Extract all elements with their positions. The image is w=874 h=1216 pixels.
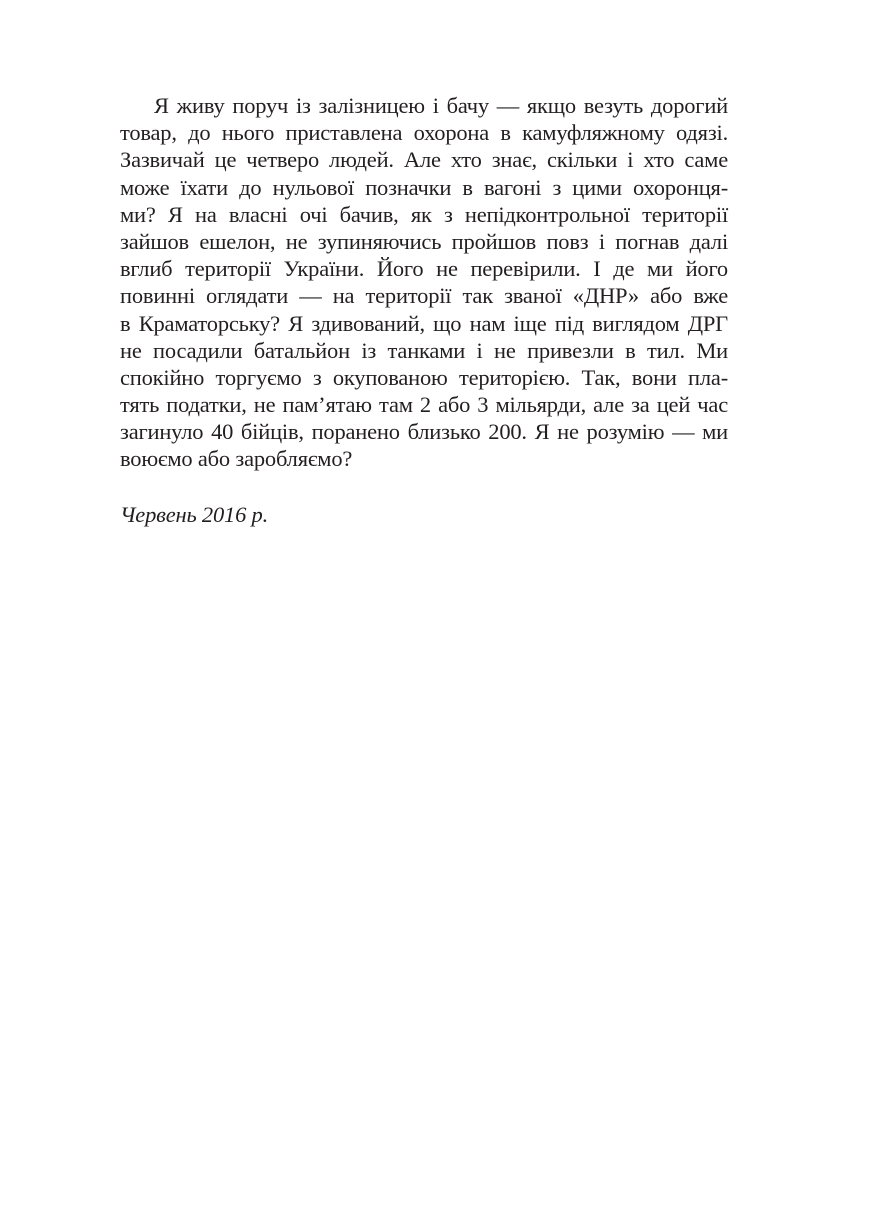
paragraph-line: тять податки, не пам’ятаю там 2 або 3 мільярди, але за цей час — [120, 392, 728, 418]
paragraph-line: повинні оглядати — на території так званої «ДНР» або вже — [120, 283, 728, 309]
paragraph-line: не посадили батальйон із танками і не привезли в тил. Ми — [120, 337, 728, 363]
paragraph-line: зайшов ешелон, не зупиняючись пройшов повз і погнав далі — [120, 228, 728, 254]
date-signature: Червень 2016 р. — [120, 501, 269, 527]
paragraph-line: загинуло 40 бійців, поранено близько 200. Я не розумію — ми — [120, 419, 728, 445]
document-page — [120, 92, 728, 528]
paragraph-line: вглиб території України. Його не перевірили. І де ми його — [120, 256, 728, 282]
paragraph-line: товар, до нього приставлена охорона в камуфляжному одязі. — [120, 120, 728, 146]
paragraph-line: спокійно торгуємо з окупованою територією. Так, вони пла- — [120, 364, 728, 390]
paragraph-line: в Краматорську? Я здивований, що нам іще під виглядом ДРГ — [120, 310, 728, 336]
paragraph-line: ми? Я на власні очі бачив, як з непідконтрольної території — [120, 201, 728, 227]
paragraph-line: воюємо або заробляємо? — [120, 446, 353, 472]
body-paragraph — [120, 92, 728, 473]
paragraph-line: Зазвичай це четверо людей. Але хто знає, скільки і хто саме — [120, 147, 728, 173]
paragraph-line: Я живу поруч із залізницею і бачу — якщо везуть дорогий — [154, 93, 728, 118]
paragraph-line: може їхати до нульової позначки в вагоні з цими охоронця- — [120, 174, 728, 200]
